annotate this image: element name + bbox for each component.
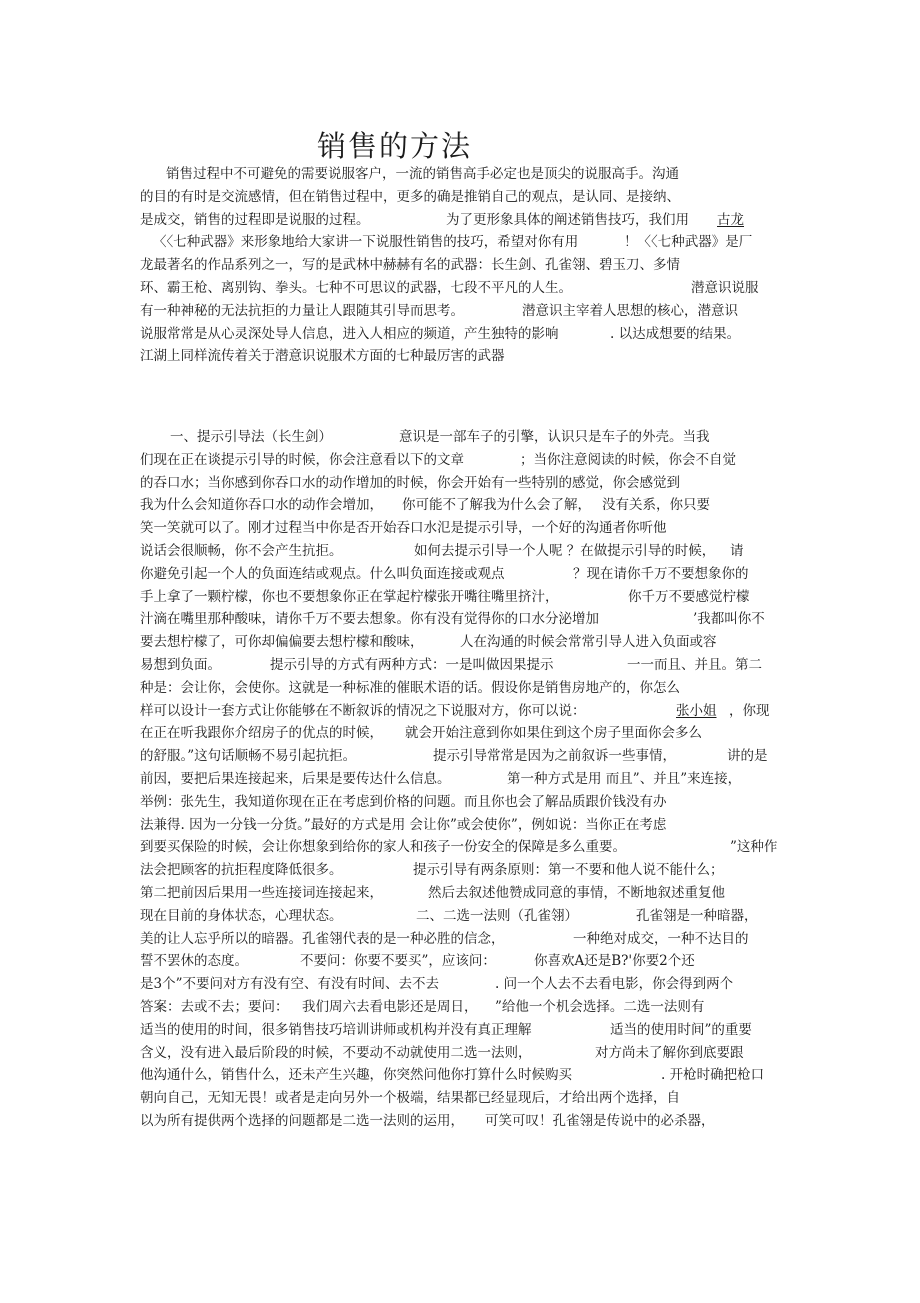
intro-segment: 为了更形象具体的阐述销售技巧，我们用 [446,211,689,228]
body-segment: ”给他一个机会选择。二选一法则有 [495,999,705,1015]
body-segment: 说话会很顺畅，你不会产生抗拒。 [140,543,343,559]
intro-segment: . 以达成想要的结果。 [610,325,741,342]
body-segment: 我们周六去看电影还是周日， [302,999,478,1015]
body-segment: ”这种作 [730,839,778,856]
body-segment: 一、提示引导法（长生剑） [170,429,332,445]
body-segment: 我为什么会知道你吞口水的动作会增加， [140,497,383,514]
body-segment: 现在目前的身体状态，心理状态。 [140,907,343,924]
document-title: 销售的方法 [317,129,473,163]
body-segment: 不要问：你要不要买”，应该问： [300,953,496,970]
body-line: 朝向自己，无知无畏！或者是走向另外一个极端，结果都已经显现后，才给出两个选择，自 [140,1090,680,1107]
body-segment: . 开枪时确把枪口 [661,1067,765,1084]
body-segment: 你避免引起一个人的负面连结或观点。什么叫负面连接或观点 [140,565,505,582]
body-segment: 你千万不要感觉柠檬 [628,588,750,605]
body-line: 举例：张先生，我知道你现在正在考虑到价格的问题。而且你也会了解品质跟价钱没有办 [140,793,667,810]
intro-line: 江湖上同样流传着关于潜意识说服术方面的七种最厉害的武器 [140,348,505,365]
body-segment: 到要买保险的时候，会让你想象到给你的家人和孩子一份安全的保障是多么重要。 [140,839,626,856]
body-line: 法兼得. 因为一分钱一分货。”最好的方式是用 会让你”或会使你”，例如说：当你正在考虑 [140,816,667,833]
body-line: 种是：会让你，会使你。这就是一种标准的催眠术语的话。假设你是销售房地产的，你怎么 [140,679,680,696]
body-segment: 易想到负面。 [140,657,221,673]
body-segment: 一种绝对成交，一种不达目的 [573,930,749,947]
body-segment: 意识是一部车子的引擎，认识只是车子的外壳。当我 [399,429,710,445]
body-segment: ，你现 [729,702,770,719]
body-segment: 要去想柠檬了，可你却偏偏要去想柠檬和酸味， [140,634,424,651]
body-segment: 含义，没有进入最后阶段的时候，不要动不动就使用二选一法则， [140,1044,532,1061]
body-segment: 前因，要把后果连接起来，后果是要传达什么信息。 [140,771,451,787]
body-segment: 对方尚未了解你到底要跟 [595,1044,744,1061]
intro-segment: 〈〈七种武器》来形象地给大家讲一下说服性销售的技巧，希望对你有用 [153,234,579,251]
body-segment: 氾是提示引导，一个好的沟通者你听他 [437,520,667,537]
body-segment: 答案：去或不去；要问： [140,999,289,1015]
intro-segment: 是成交，销售的过程即是说服的过程。 [140,211,370,228]
body-segment: 二、二选一法则（孔雀翎） [416,907,578,924]
body-line: 的吞口水；当你感到你吞口水的动作增加的时候，你会开始有一些特别的感觉，你会感觉到 [140,474,680,491]
body-segment: 誓不罢休的态度。 [140,953,248,970]
body-segment: ？现在请你千万不要想象你的 [573,565,749,582]
body-segment: 孔雀翎是一种暗器， [636,907,758,924]
intro-segment: 古龙 [717,211,744,228]
intro-line: 的目的有时是交流感情，但在销售过程中，更多的确是推销自己的观点，是认同、是接纳、 [140,188,680,205]
intro-segment: ！〈〈七种武器》是厂 [624,234,753,251]
body-segment: 适当的使用的时间，很多销售技巧培训讲师或机构并没有真正理解 [140,1021,532,1038]
body-segment: 张小姐 [676,702,717,719]
intro-line: 销售过程中不可避免的需要说服客户，一流的销售高手必定也是顶尖的说服高手。沟通 [166,166,679,182]
body-segment: 适当的使用时间”的重要 [610,1021,752,1038]
body-segment: 然后去叙述他赞成同意的事情，不断地叙述重复他 [428,885,725,901]
intro-segment: 说服常常是从心灵深处导人信息，进入人相应的频道，产生独特的影响 [140,325,559,342]
body-segment: 手上拿了一颗柠檬，你也不要想象你正在掌起柠檬张开嘴往嘴里挤汁， [140,588,559,605]
body-segment: 人在沟通的时候会常常引导人进入负面或容 [460,634,717,651]
body-segment: 们现在正在谈提示引导的时候，你会注意看以下的文章 [140,451,464,468]
body-segment: 汁滴在嘴里那种酸味，请你千万不要去想象。你有没有觉得你的口水分泌增加 [140,611,599,628]
intro-line: 龙最著名的作品系列之一，写的是武林中赫赫有名的武器：长生剑、孔雀翎、碧玉刀、多情 [140,257,680,274]
body-segment: 第二把前因后果用一些连接词连接起来， [140,885,383,901]
intro-segment: 有一种神秘的无法抗拒的力量让人跟随其引导而思考。 [140,302,464,319]
body-segment: ；当你注意阅读的时候，你会不自觉 [520,451,736,468]
body-segment: 可笑可叹！孔雀翎是传说中的必杀器， [485,1113,715,1129]
body-segment: 美的让人忘乎所以的暗器。孔雀翎代表的是一种必胜的信念， [140,930,505,947]
body-segment: 你可能不了解我为什么会了解， [402,497,591,514]
body-segment: ’我都叫你不 [693,611,765,628]
body-segment: 在正在听我跟你介绍房子的优点的时候， [140,725,383,742]
body-segment: 提示引导有两条原则：第一不要和他人说不能什么； [413,862,724,879]
body-segment: 提示引导的方式有两种方式：一是叫做因果提示 [270,657,554,673]
body-segment: 没有关系，你只要 [602,497,710,514]
body-segment: 的舒服。”这句话顺畅不易引起抗拒。 [140,748,357,765]
body-segment: 笑一笑就可以了。刚才过程当中你是否开始吞口水 [140,520,437,537]
body-segment: 请 [730,543,744,559]
body-segment: 是3个”不要问对方有没有空、有没有时间、去不去 [140,976,439,993]
body-segment: 法会把顾客的抗拒程度降低很多。 [140,862,343,879]
body-segment: 就会开始注意到你如果住到这个房子里面你会多么 [405,725,702,742]
body-segment: 如何去提示引导一个人呢 ？在做提示引导的时候， [414,543,716,559]
body-segment: 你喜欢A还是B?'你要2个还 [534,953,695,970]
intro-segment: 潜意识主宰着人思想的核心，潜意识 [522,302,738,319]
body-segment: 讲的是 [727,748,768,765]
body-segment: 第一种方式是用 而且”、并且”来连接， [507,771,742,787]
body-segment: 样可以设计一套方式让你能够在不断叙诉的情况之下说服对方，你可以说： [140,702,586,719]
intro-segment: 环、霸王枪、离别钩、拳头。七种不可思议的武器，七段不平凡的人生。 [140,280,572,296]
intro-segment: 潜意识说服 [691,280,759,296]
body-segment: 一一而且、并且。第二 [627,657,762,673]
body-segment: . 问一个人去不去看电影，你会得到两个 [495,976,734,993]
body-segment: 提示引导常常是因为之前叙诉一些事情， [433,748,676,765]
body-segment: 以为所有提供两个选择的问题都是二选一法则的运用， [140,1113,464,1129]
body-segment: 他沟通什么，销售什么，还未产生兴趣，你突然问他你打算什么时候购买 [140,1067,572,1084]
